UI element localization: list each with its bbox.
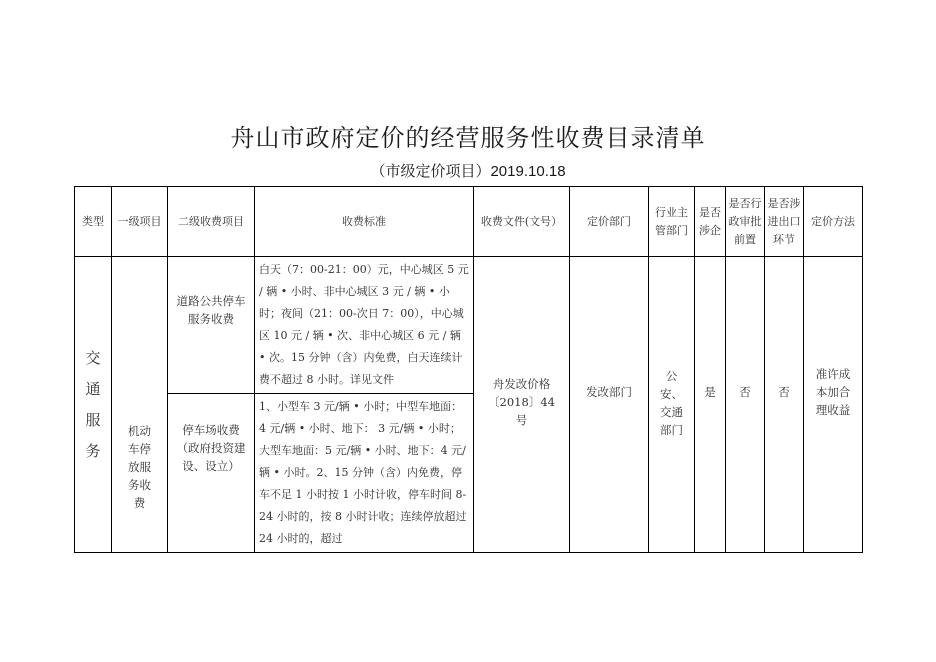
header-admin-approval: 是否行政审批前置 <box>726 187 765 257</box>
cell-pricing-dept: 发改部门 <box>570 257 649 553</box>
cell-standard: 白天（7：00-21：00）元，中心城区 5 元 / 辆 • 小时、非中心城区 3 元 / 辆 • 小时；夜间（21：00-次日 7：00），中心城区 10 元 / 辆 • 次、非中心城区 6 元 / 辆 • 次。15 分钟（含）内免费，白天连续计费不超过 8 小时。详见文件 <box>255 257 474 394</box>
subtitle-prefix: （市级定价项目） <box>370 162 491 180</box>
cell-standard: 1、小型车 3 元/辆 • 小时；中型车地面：4 元/辆 • 小时、地下： 3 元/辆 • 小时；大型车地面：5 元/辆 • 小时、地下：4 元/辆 • 小时。2、15 分钟（含）内免费，停车不足 1 小时按 1 小时计收，停车时间 8-24 小时的，按 8 小时计收；连续停放超过 24 小时的，超过 <box>255 394 474 553</box>
fee-table <box>74 186 863 553</box>
cell-level1: 机动车停放服务收费 <box>112 257 168 553</box>
table-row <box>75 257 863 394</box>
cell-admin-approval: 否 <box>726 257 765 553</box>
cell-type <box>75 257 112 553</box>
header-level2: 二级收费项目 <box>168 187 255 257</box>
cell-level2: 道路公共停车服务收费 <box>168 257 255 394</box>
type-char: 通 <box>85 379 101 398</box>
header-pricing-method: 定价方法 <box>804 187 863 257</box>
cell-involves-enterprise: 是 <box>695 257 726 553</box>
type-char: 交 <box>85 348 101 367</box>
header-import-export: 是否涉进出口环节 <box>765 187 804 257</box>
cell-import-export: 否 <box>765 257 804 553</box>
cell-document: 舟发改价格〔2018〕44 号 <box>474 257 570 553</box>
header-standard: 收费标准 <box>255 187 474 257</box>
document-subtitle <box>0 160 936 181</box>
type-char: 服 <box>85 410 101 429</box>
header-document: 收费文件(文号） <box>474 187 570 257</box>
cell-industry-dept: 公安、交通部门 <box>649 257 695 553</box>
header-industry-dept: 行业主管部门 <box>649 187 695 257</box>
header-involves-enterprise: 是否涉企 <box>695 187 726 257</box>
cell-level2: 停车场收费（政府投资建设、设立） <box>168 394 255 553</box>
header-pricing-dept: 定价部门 <box>570 187 649 257</box>
document-title: 舟山市政府定价的经营服务性收费目录清单 <box>230 124 706 152</box>
cell-pricing-method: 准许成本加合理收益 <box>804 257 863 553</box>
header-type: 类型 <box>75 187 112 257</box>
table-header-row <box>75 187 863 257</box>
subtitle-date: 2019.10.18 <box>490 163 566 180</box>
type-char: 务 <box>85 441 101 460</box>
header-level1: 一级项目 <box>112 187 168 257</box>
